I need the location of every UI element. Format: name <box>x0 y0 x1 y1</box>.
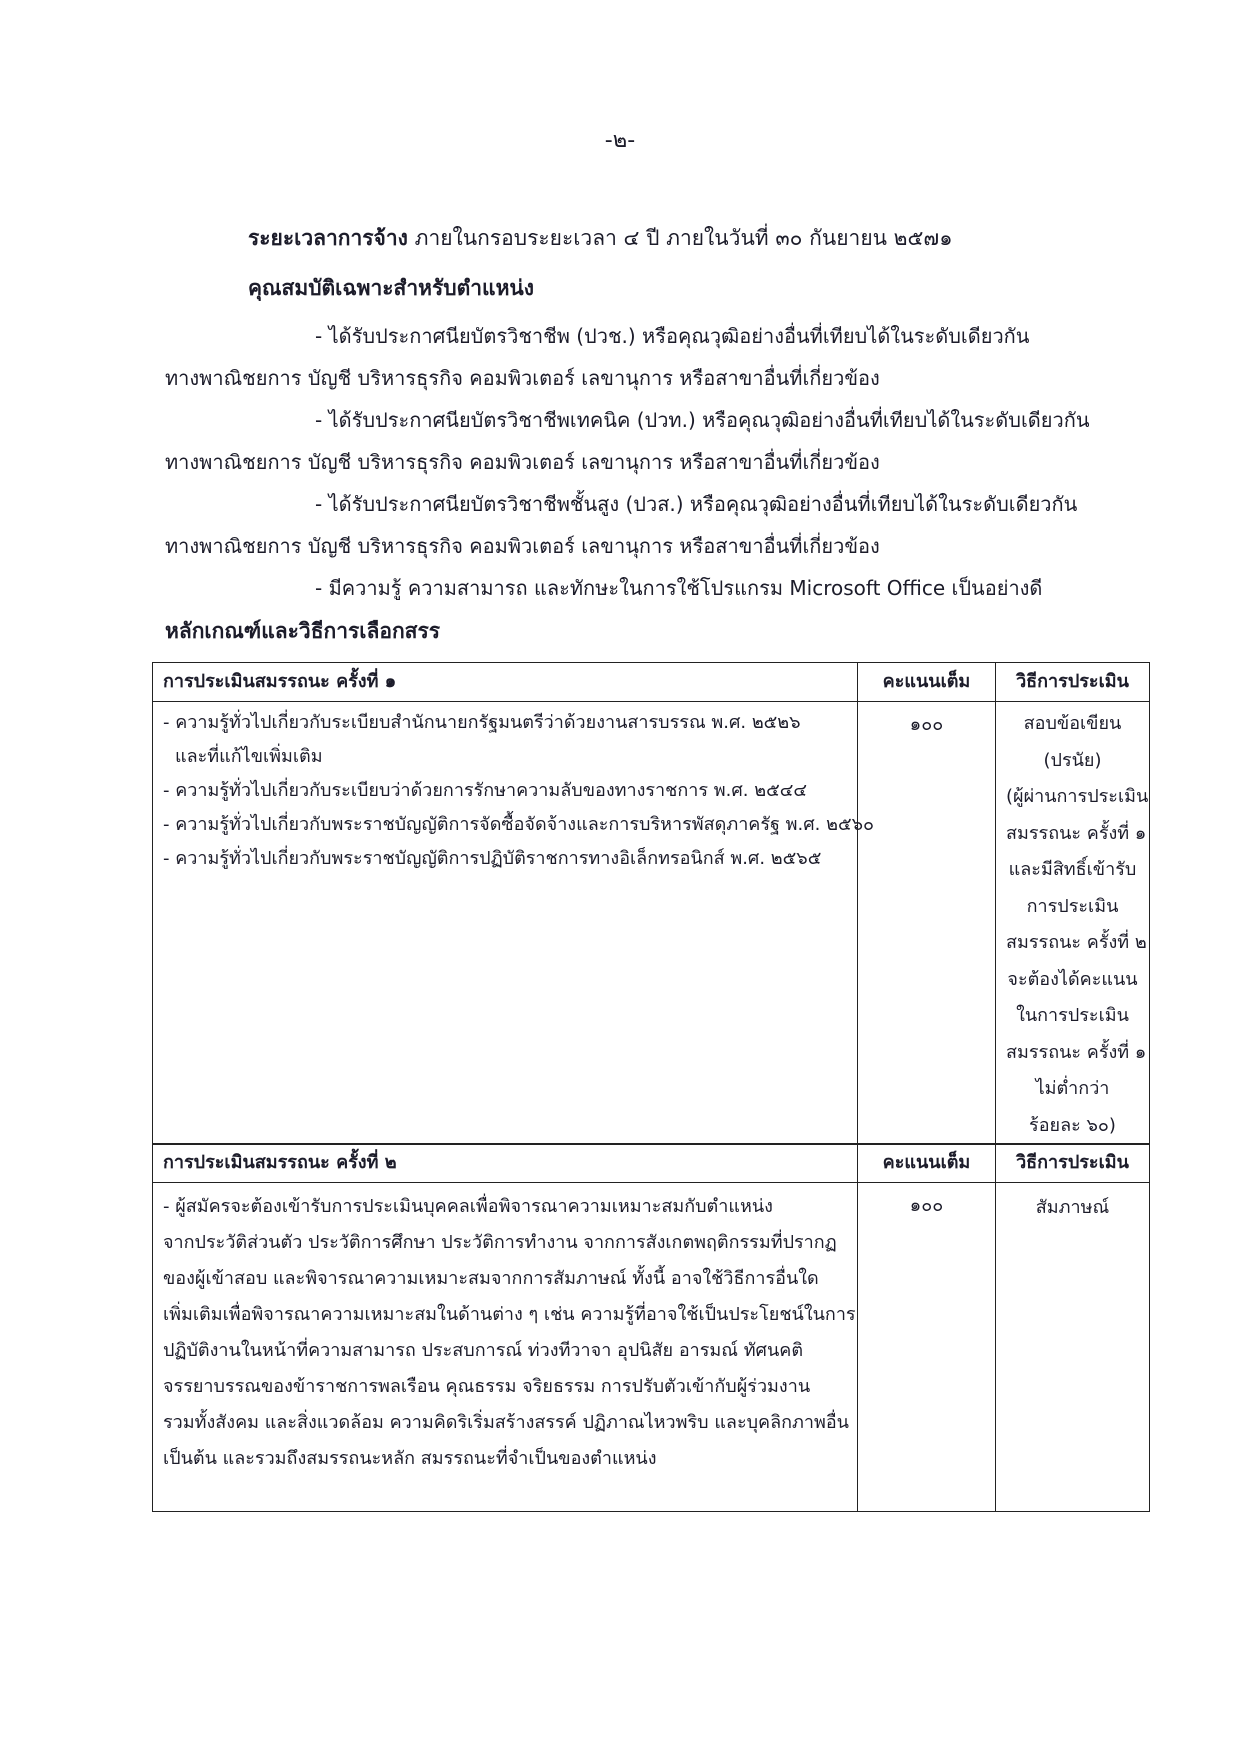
description-line: - ผู้สมัครจะต้องเข้ารับการประเมินบุคคลเพื่อพิจารณาความเหมาะสมกับตำแหน่ง <box>163 1196 773 1217</box>
method-line: จะต้องได้คะแนน <box>1007 968 1138 990</box>
method-line: และมีสิทธิ์เข้ารับ <box>1008 859 1137 880</box>
list-item: - ความรู้ทั่วไปเกี่ยวกับพระราชบัญญัติการจัดซื้อจัดจ้างและการบริหารพัสดุภาครัฐ พ.ศ. ๒๕๖๐ <box>163 814 875 835</box>
qualification-line: ทางพาณิชยการ บัญชี บริหารธุรกิจ คอมพิวเตอร์ เลขานุการ หรือสาขาอื่นที่เกี่ยวข้อง <box>165 450 880 474</box>
method-line: ร้อยละ ๖๐) <box>1029 1114 1116 1136</box>
table-row <box>153 702 1150 1145</box>
table-row <box>153 1183 1150 1512</box>
method-line: (ผู้ผ่านการประเมิน <box>1006 786 1149 807</box>
method-line: สมรรถนะ ครั้งที่ ๑ <box>1006 822 1147 844</box>
assessment-1-header: การประเมินสมรรถนะ ครั้งที่ ๑ <box>153 663 858 702</box>
assessment-2-description <box>153 1183 858 1512</box>
method-line: สอบข้อเขียน <box>1023 713 1122 734</box>
score-header: คะแนนเต็ม <box>858 663 996 702</box>
method-line: (ปรนัย) <box>1043 749 1102 771</box>
description-line: จรรยาบรรณของข้าราชการพลเรือน คุณธรรม จริยธรรม การปรับตัวเข้ากับผู้ร่วมงาน <box>163 1376 811 1397</box>
assessment-1-items <box>153 702 875 1145</box>
method-line: สมรรถนะ ครั้งที่ ๑ <box>1006 1041 1147 1063</box>
method-header: วิธีการประเมิน <box>996 1144 1150 1183</box>
method-line: ไม่ต่ำกว่า <box>1035 1078 1110 1099</box>
duration-text: ภายในกรอบระยะเวลา ๔ ปี ภายในวันที่ ๓๐ กันยายน ๒๕๗๑ <box>407 226 953 250</box>
qualification-line: - ได้รับประกาศนียบัตรวิชาชีพเทคนิค (ปวท.) หรือคุณวุฒิอย่างอื่นที่เทียบได้ในระดับเดียวกัน <box>315 408 1090 432</box>
method-line: การประเมิน <box>1026 895 1119 917</box>
assessment-2-method: สัมภาษณ์ <box>996 1183 1150 1512</box>
assessment-2-header: การประเมินสมรรถนะ ครั้งที่ ๒ <box>153 1144 858 1183</box>
description-line: เป็นต้น และรวมถึงสมรรถนะหลัก สมรรถนะที่จำเป็นของตำแหน่ง <box>163 1448 657 1469</box>
score-header: คะแนนเต็ม <box>858 1144 996 1183</box>
description-line: จากประวัติส่วนตัว ประวัติการศึกษา ประวัติการทำงาน จากการสังเกตพฤติกรรมที่ปรากฏ <box>163 1232 837 1253</box>
page-number: -๒- <box>604 128 636 153</box>
qualification-item <box>165 483 1140 567</box>
assessment-1-table <box>152 662 1150 1145</box>
list-item: และที่แก้ไขเพิ่มเติม <box>175 746 323 767</box>
description-line: เพิ่มเติมเพื่อพิจารณาความเหมาะสมในด้านต่าง ๆ เช่น ความรู้ที่อาจใช้เป็นประโยชน์ในการ <box>163 1304 856 1325</box>
qualification-item <box>165 399 1140 483</box>
method-line: ในการประเมิน <box>1016 1005 1129 1026</box>
description-line: ปฏิบัติงานในหน้าที่ความสามารถ ประสบการณ์ ท่วงทีวาจา อุปนิสัย อารมณ์ ทัศนคติ <box>163 1340 804 1361</box>
list-item: - ความรู้ทั่วไปเกี่ยวกับระเบียบสำนักนายกรัฐมนตรีว่าด้วยงานสารบรรณ พ.ศ. ๒๕๒๖ <box>163 712 801 733</box>
assessment-2-table <box>152 1143 1150 1512</box>
table-header-row <box>153 1144 1150 1183</box>
assessment-2-score: ๑๐๐ <box>858 1183 996 1512</box>
employment-duration <box>248 222 953 255</box>
assessment-1-method <box>996 702 1150 1145</box>
qualification-item <box>165 315 1140 399</box>
method-line: สมรรถนะ ครั้งที่ ๒ <box>1006 932 1147 953</box>
method-header: วิธีการประเมิน <box>996 663 1150 702</box>
qualification-line: ทางพาณิชยการ บัญชี บริหารธุรกิจ คอมพิวเตอร์ เลขานุการ หรือสาขาอื่นที่เกี่ยวข้อง <box>165 366 880 390</box>
qualifications-title: คุณสมบัติเฉพาะสำหรับตำแหน่ง <box>248 276 535 300</box>
criteria-title: หลักเกณฑ์และวิธีการเลือกสรร <box>165 619 441 643</box>
description-line: รวมทั้งสังคม และสิ่งแวดล้อม ความคิดริเริ่มสร้างสรรค์ ปฏิภาณไหวพริบ และบุคลิกภาพอื่น <box>163 1412 849 1433</box>
assessment-1-score: ๑๐๐ <box>858 702 996 1145</box>
qualification-item <box>165 567 1140 609</box>
qualification-line: - ได้รับประกาศนียบัตรวิชาชีพ (ปวช.) หรือคุณวุฒิอย่างอื่นที่เทียบได้ในระดับเดียวกัน <box>315 324 1030 348</box>
description-line: ของผู้เข้าสอบ และพิจารณาความเหมาะสมจากการสัมภาษณ์ ทั้งนี้ อาจใช้วิธีการอื่นใด <box>163 1268 819 1289</box>
qualification-line: - มีความรู้ ความสามารถ และทักษะในการใช้โปรแกรม Microsoft Office เป็นอย่างดี <box>315 576 1043 600</box>
duration-label: ระยะเวลาการจ้าง <box>248 226 408 250</box>
list-item: - ความรู้ทั่วไปเกี่ยวกับพระราชบัญญัติการปฏิบัติราชการทางอิเล็กทรอนิกส์ พ.ศ. ๒๕๖๕ <box>163 848 822 869</box>
table-header-row <box>153 663 1150 702</box>
qualifications-list <box>165 315 1140 609</box>
qualification-line: - ได้รับประกาศนียบัตรวิชาชีพชั้นสูง (ปวส.) หรือคุณวุฒิอย่างอื่นที่เทียบได้ในระดับเดียวกัน <box>315 492 1078 516</box>
list-item: - ความรู้ทั่วไปเกี่ยวกับระเบียบว่าด้วยการรักษาความลับของทางราชการ พ.ศ. ๒๕๔๔ <box>163 780 807 801</box>
qualification-line: ทางพาณิชยการ บัญชี บริหารธุรกิจ คอมพิวเตอร์ เลขานุการ หรือสาขาอื่นที่เกี่ยวข้อง <box>165 534 880 558</box>
